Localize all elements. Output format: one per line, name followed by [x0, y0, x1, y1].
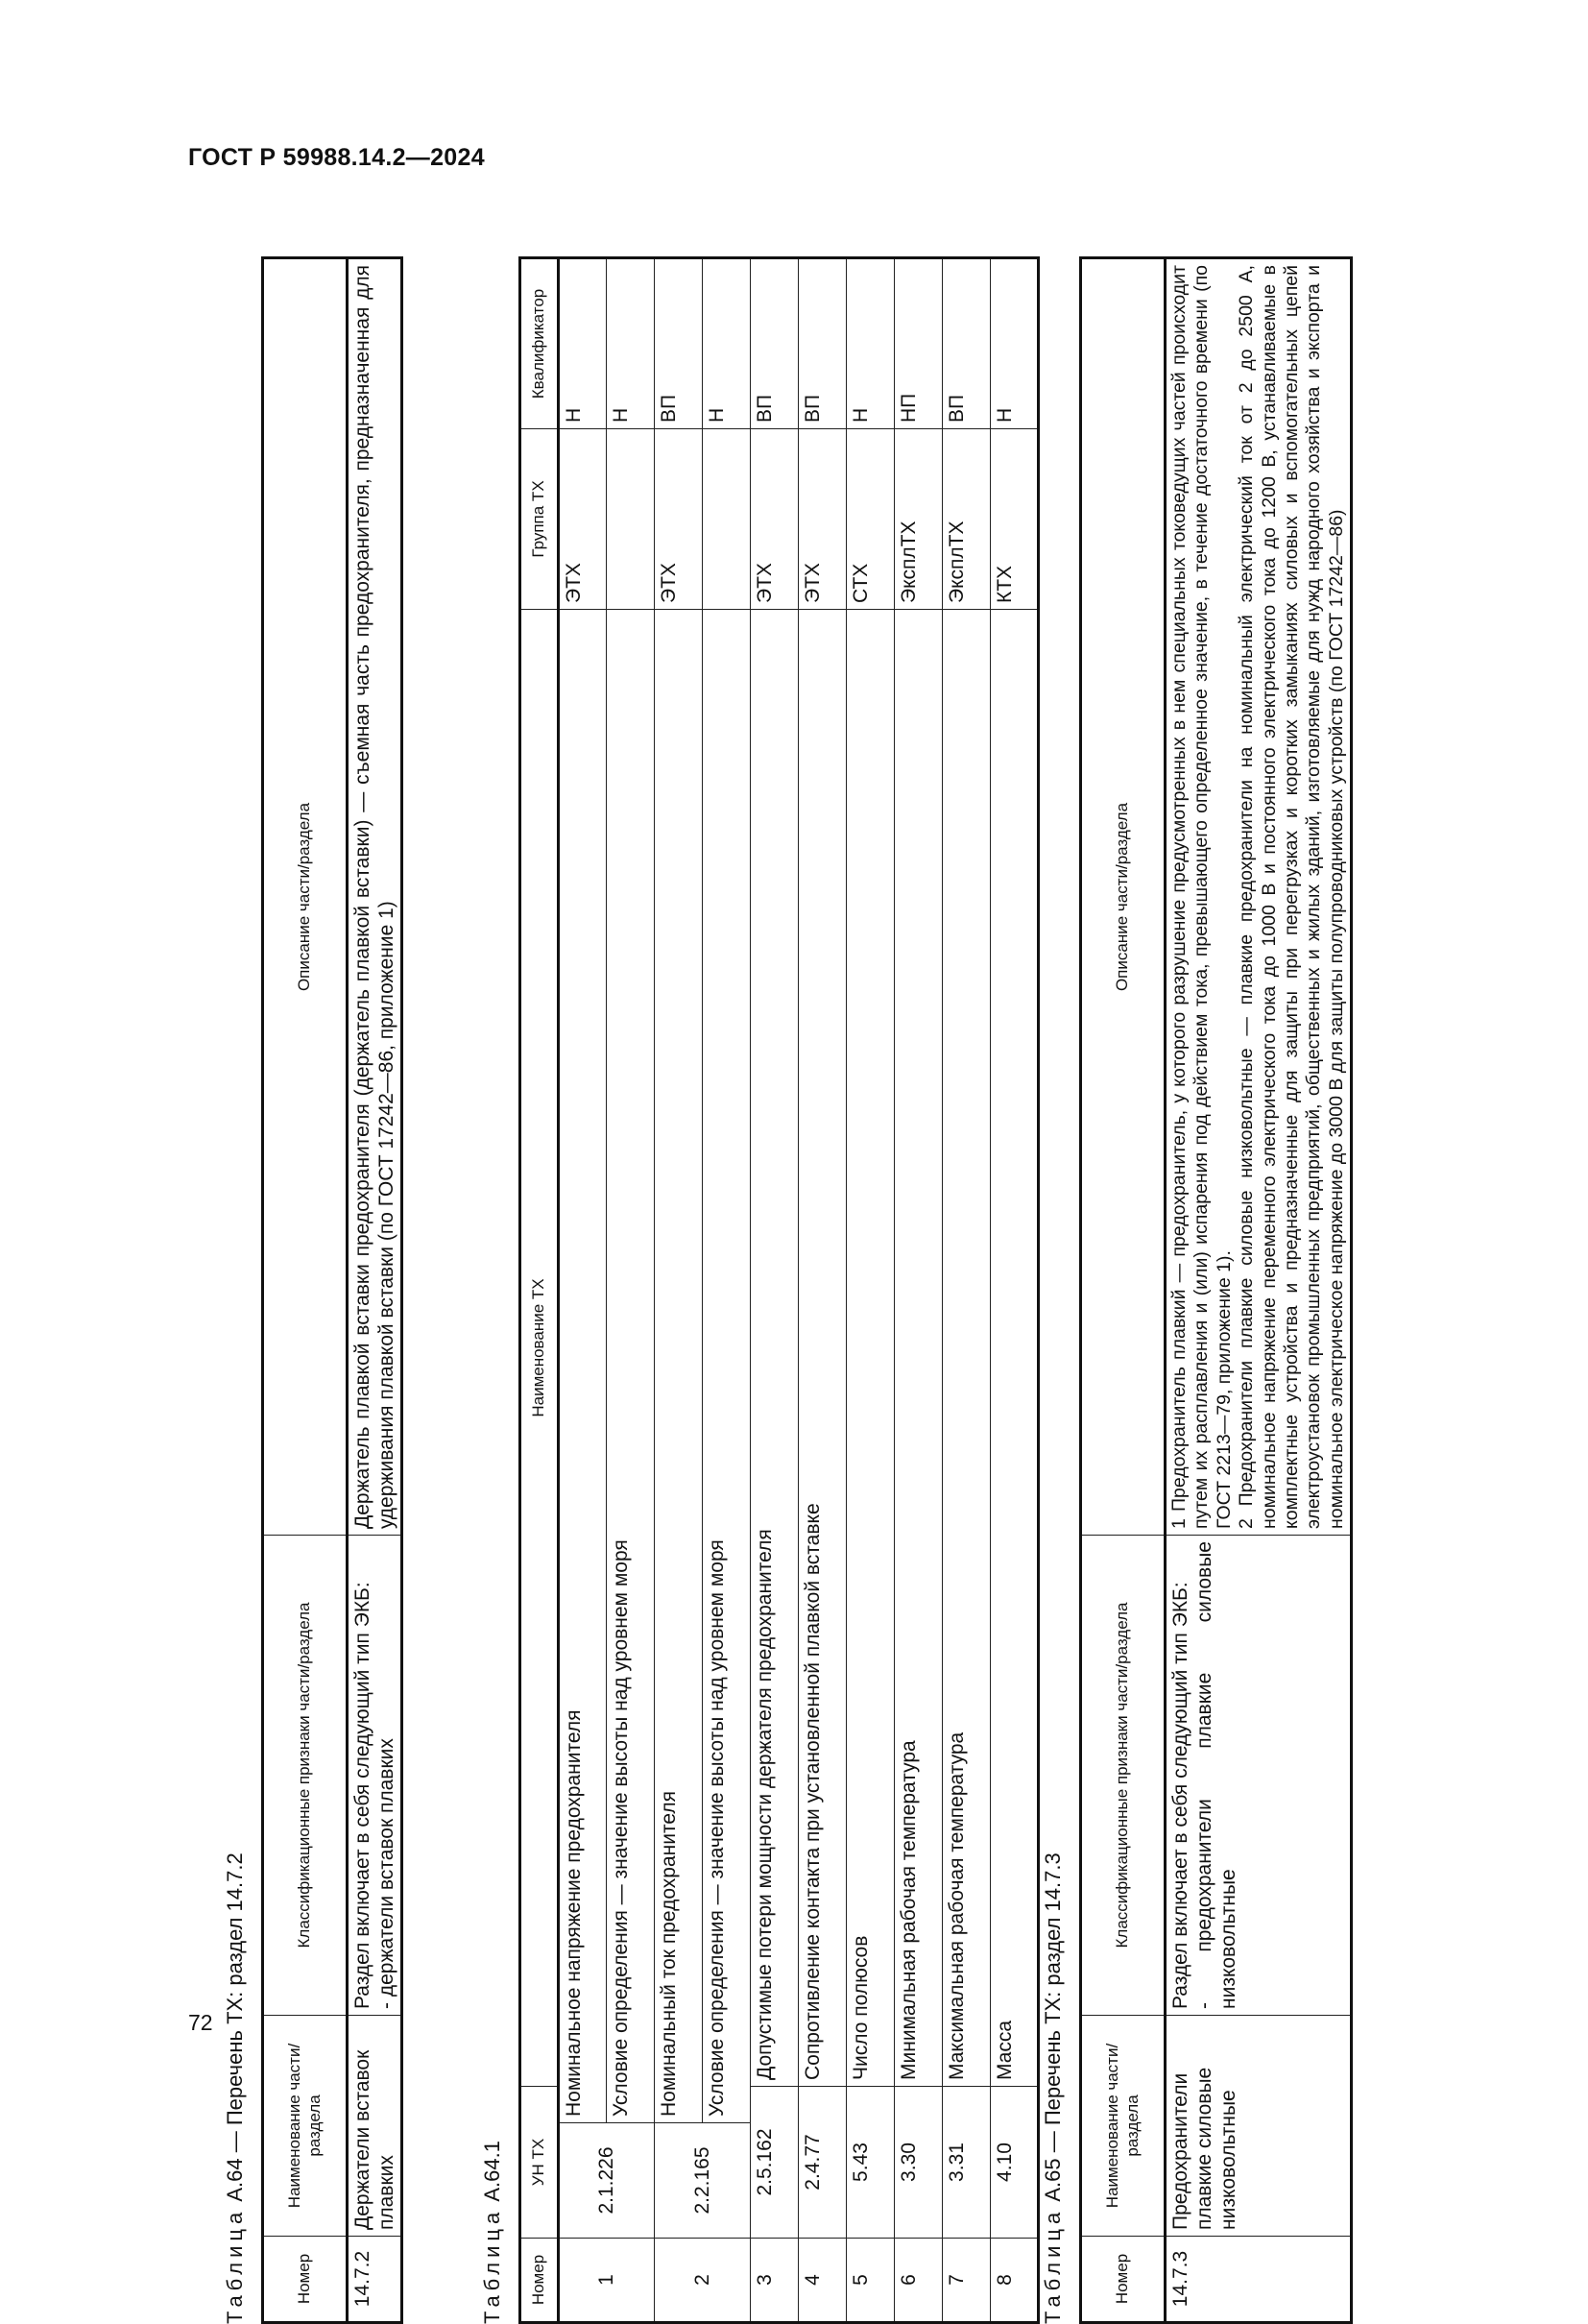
row-un: 2.4.77: [799, 2087, 847, 2239]
table-row: [943, 258, 991, 2323]
row-qualifier: ВП: [943, 258, 991, 429]
document-header: ГОСТ Р 59988.14.2—2024: [188, 144, 485, 171]
page-number: 72: [188, 2010, 213, 2035]
table-a64-caption: [223, 1852, 248, 2324]
table-row: [847, 258, 895, 2323]
table-row: [799, 258, 847, 2323]
table-row: [559, 258, 607, 2323]
caption-prefix: Таблица: [223, 2207, 247, 2324]
row-name: Число полюсов: [847, 610, 895, 2087]
row-number: 2: [655, 2239, 751, 2323]
row-name: Минимальная рабочая температура: [895, 610, 943, 2087]
col-header-name: Наименование части/раздела: [1081, 2016, 1166, 2237]
row-name: Масса: [991, 610, 1039, 2087]
row-un: 3.31: [943, 2087, 991, 2239]
row-number: 7: [943, 2239, 991, 2323]
row-qualifier: ВП: [655, 258, 703, 429]
col-header-classification: Классификационные признаки части/раздела: [1081, 1536, 1166, 2016]
table-a65: [1079, 256, 1353, 2324]
row-description: Держатель плавкой вставки предохранителя (держатель плавкой вставки) — съемная часть предохранителя, предназначенная для удерживания плавкой вставки (по ГОСТ 17242—86, приложение 1): [348, 258, 402, 1536]
row-classification: [1166, 1536, 1352, 2016]
col-header-number: Номер: [520, 2239, 559, 2323]
row-un: 5.43: [847, 2087, 895, 2239]
row-un: 4.10: [991, 2087, 1039, 2239]
table-a64: [261, 256, 403, 2324]
row-classification: [348, 1536, 402, 2016]
row-number: 4: [799, 2239, 847, 2323]
row-condition: Условие определения — значение высоты над уровнем моря: [703, 610, 751, 2123]
row-number: 6: [895, 2239, 943, 2323]
row-un: 3.30: [895, 2087, 943, 2239]
row-group: ЭТХ: [559, 429, 607, 610]
row-un: 2.1.226: [559, 2123, 655, 2239]
row-group: СТХ: [847, 429, 895, 610]
row-name: Номинальный ток предохранителя: [655, 610, 703, 2123]
table-a641: [518, 256, 1040, 2324]
row-number: 3: [751, 2239, 799, 2323]
row-qualifier: Н: [559, 258, 607, 429]
col-header-number: Номер: [1081, 2237, 1166, 2323]
col-header-classification: Классификационные признаки части/раздела: [263, 1536, 348, 2016]
caption-text: А.64 — Перечень ТХ: раздел 14.7.2: [223, 1852, 247, 2208]
row-name: Допустимые потери мощности держателя предохранителя: [751, 610, 799, 2087]
row-group: ЭТХ: [655, 429, 703, 610]
row-name: Сопротивление контакта при установленной плавкой вставке: [799, 610, 847, 2087]
caption-prefix: Таблица: [480, 2207, 504, 2324]
caption-prefix: Таблица: [1041, 2207, 1065, 2324]
row-group: КТХ: [991, 429, 1039, 610]
row-name: Номинальное напряжение предохранителя: [559, 610, 607, 2123]
table-row: [895, 258, 943, 2323]
classification-text: Раздел включает в себя следующий тип ЭКБ:: [351, 1582, 373, 2009]
description-paragraph-1: 1 Предохранитель плавкий — предохранитель, у которого разрушение предусмотренных в нем специальных токоведущих частей происходит путем их расплавления и (или) испарения под действием тока, превышающего определенное значение, в течение достаточного времени (по ГОСТ 2213—79, приложение 1).: [1168, 265, 1235, 1529]
row-name: Максимальная рабочая температура: [943, 610, 991, 2087]
table-row: [607, 258, 655, 2323]
table-row: [348, 258, 402, 2323]
col-header-number: Номер: [263, 2237, 348, 2323]
row-qualifier: Н: [703, 258, 751, 429]
table-row: [655, 258, 703, 2323]
table-row: [1166, 258, 1352, 2323]
row-number: 14.7.3: [1166, 2237, 1352, 2323]
row-qualifier: ВП: [799, 258, 847, 429]
row-name: Предохранители плавкие силовые низковольтные: [1166, 2016, 1352, 2237]
row-qualifier: Н: [991, 258, 1039, 429]
table-a65-caption: [1041, 1852, 1066, 2324]
row-group: ЭТХ: [799, 429, 847, 610]
row-un: 2.2.165: [655, 2123, 751, 2239]
table-row: [991, 258, 1039, 2323]
row-group: [703, 429, 751, 610]
classification-item: - держатели вставок плавких: [375, 1738, 398, 2009]
col-header-name: Наименование части/раздела: [263, 2016, 348, 2237]
row-name: Держатели вставок плавких: [348, 2016, 402, 2237]
row-un: 2.5.162: [751, 2087, 799, 2239]
row-number: 8: [991, 2239, 1039, 2323]
col-header-description: Описание части/раздела: [1081, 258, 1166, 1536]
row-group: ЭТХ: [751, 429, 799, 610]
row-group: ЭксплТХ: [895, 429, 943, 610]
rotated-content: [223, 221, 1509, 2324]
caption-text: А.64.1: [480, 2141, 504, 2208]
table-row: [703, 258, 751, 2323]
row-qualifier: Н: [607, 258, 655, 429]
row-group: [607, 429, 655, 610]
row-qualifier: Н: [847, 258, 895, 429]
row-number: 1: [559, 2239, 655, 2323]
col-header-un: УН ТХ: [520, 2087, 559, 2239]
col-header-description: Описание части/раздела: [263, 258, 348, 1536]
classification-text: Раздел включает в себя следующий тип ЭКБ:: [1169, 1582, 1191, 2009]
caption-text: А.65 — Перечень ТХ: раздел 14.7.3: [1041, 1852, 1065, 2208]
row-number: 5: [847, 2239, 895, 2323]
col-header-group: Группа ТХ: [520, 429, 559, 610]
col-header-name: Наименование ТХ: [520, 610, 559, 2087]
description-paragraph-2: 2 Предохранители плавкие силовые низковольтные — плавкие предохранители на номинальный электрический ток от 2 до 2500 А, номинальное напряжение переменного электрического тока до 1000 В и постоянного электрического тока до 1200 В, устанавливаемые в комплектные устройства и предназначенные для защиты при перегрузках и коротких замыканиях силовых и вспомогательных цепей электроустановок промышленных предприятий, общественных и жилых зданий, изготовляемые для нужд народного хозяйства и экспорта и номинальное электрическое напряжение до 3000 В для защиты полупроводниковых устройств (по ГОСТ 17242—86): [1236, 265, 1347, 1529]
row-group: ЭксплТХ: [943, 429, 991, 610]
classification-item: - предохранители плавкие силовые низковольтные: [1193, 1541, 1240, 2009]
row-condition: Условие определения — значение высоты над уровнем моря: [607, 610, 655, 2123]
row-qualifier: ВП: [751, 258, 799, 429]
row-number: 14.7.2: [348, 2237, 402, 2323]
row-qualifier: НП: [895, 258, 943, 429]
col-header-qualifier: Квалификатор: [520, 258, 559, 429]
table-row: [751, 258, 799, 2323]
row-description: [1166, 258, 1352, 1536]
table-a641-caption: [480, 2141, 505, 2324]
